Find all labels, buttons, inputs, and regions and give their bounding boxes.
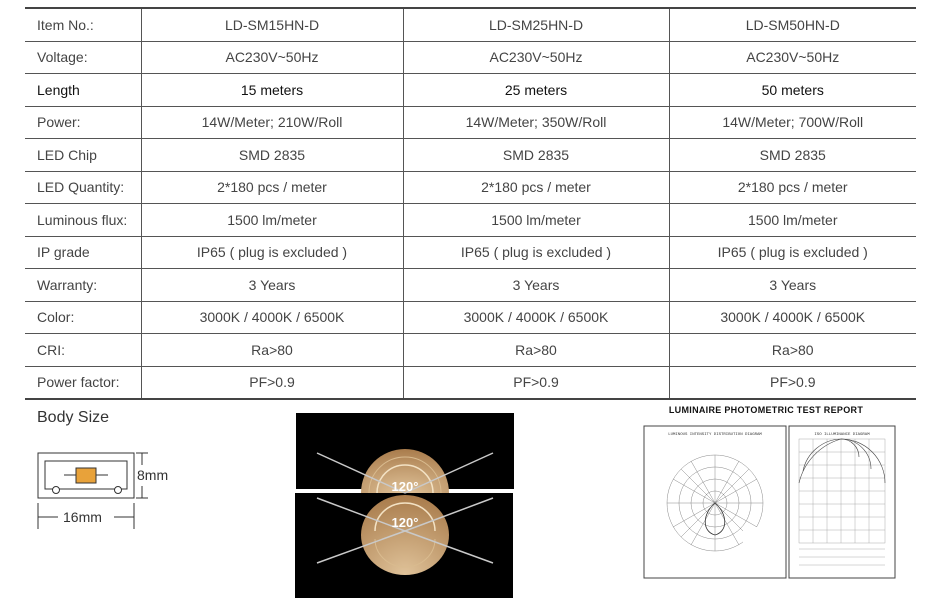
value-cell: Ra>80	[403, 334, 669, 367]
value-cell: 3 Years	[669, 269, 916, 302]
table-row	[25, 334, 916, 367]
height-label: 8mm	[137, 467, 169, 483]
beam-angle-top: 120°	[391, 479, 419, 494]
value-cell: PF>0.9	[669, 366, 916, 399]
value-cell: PF>0.9	[403, 366, 669, 399]
table-row	[25, 41, 916, 74]
model-cell: LD-SM50HN-D	[669, 8, 916, 41]
left-panel-title: LUMINOUS INTENSITY DISTRIBUTION DIAGRAM	[668, 433, 762, 437]
table-row	[25, 301, 916, 334]
value-cell: 3000K / 4000K / 6500K	[669, 301, 916, 334]
width-label: 16mm	[63, 509, 102, 525]
row-label: LED Chip	[25, 139, 141, 172]
value-cell: 2*180 pcs / meter	[403, 171, 669, 204]
value-cell: AC230V~50Hz	[141, 41, 403, 74]
row-label: Length	[25, 74, 141, 107]
value-cell: SMD 2835	[669, 139, 916, 172]
beam-angle-image	[295, 413, 515, 598]
body-size-title: Body Size	[37, 409, 110, 426]
value-cell: 14W/Meter; 210W/Roll	[141, 106, 403, 139]
body-size-diagram	[30, 443, 200, 538]
value-cell: 1500 lm/meter	[403, 204, 669, 237]
value-cell: 1500 lm/meter	[141, 204, 403, 237]
table-row	[25, 204, 916, 237]
photometric-report	[643, 423, 897, 583]
value-cell: SMD 2835	[141, 139, 403, 172]
table-row	[25, 139, 916, 172]
value-cell: 2*180 pcs / meter	[141, 171, 403, 204]
value-cell: AC230V~50Hz	[669, 41, 916, 74]
value-cell: IP65 ( plug is excluded )	[669, 236, 916, 269]
value-cell: IP65 ( plug is excluded )	[141, 236, 403, 269]
value-cell: 3000K / 4000K / 6500K	[141, 301, 403, 334]
spec-table	[25, 7, 916, 400]
table-row	[25, 269, 916, 302]
table-header-row	[25, 8, 916, 41]
value-cell: 2*180 pcs / meter	[669, 171, 916, 204]
table-row	[25, 236, 916, 269]
value-cell: Ra>80	[141, 334, 403, 367]
value-cell: AC230V~50Hz	[403, 41, 669, 74]
row-label: IP grade	[25, 236, 141, 269]
value-cell: 50 meters	[669, 74, 916, 107]
right-panel-title: ISO ILLUMINANCE DIAGRAM	[814, 433, 870, 437]
value-cell: 1500 lm/meter	[669, 204, 916, 237]
value-cell: 25 meters	[403, 74, 669, 107]
row-label: Color:	[25, 301, 141, 334]
row-label: Power:	[25, 106, 141, 139]
value-cell: 3 Years	[141, 269, 403, 302]
value-cell: IP65 ( plug is excluded )	[403, 236, 669, 269]
row-label: Item No.:	[25, 8, 141, 41]
beam-angle-bottom: 120°	[391, 515, 419, 530]
value-cell: 14W/Meter; 350W/Roll	[403, 106, 669, 139]
row-label: Power factor:	[25, 366, 141, 399]
model-cell: LD-SM15HN-D	[141, 8, 403, 41]
value-cell: SMD 2835	[403, 139, 669, 172]
value-cell: Ra>80	[669, 334, 916, 367]
row-label: Warranty:	[25, 269, 141, 302]
value-cell: 3000K / 4000K / 6500K	[403, 301, 669, 334]
value-cell: PF>0.9	[141, 366, 403, 399]
row-label: CRI:	[25, 334, 141, 367]
model-cell: LD-SM25HN-D	[403, 8, 669, 41]
report-title: LUMINAIRE PHOTOMETRIC TEST REPORT	[668, 405, 864, 415]
table-row	[25, 366, 916, 399]
value-cell: 15 meters	[141, 74, 403, 107]
value-cell: 14W/Meter; 700W/Roll	[669, 106, 916, 139]
row-label: Luminous flux:	[25, 204, 141, 237]
row-label: LED Quantity:	[25, 171, 141, 204]
row-label: Voltage:	[25, 41, 141, 74]
led-chip-icon	[76, 468, 96, 483]
table-row	[25, 106, 916, 139]
table-row	[25, 74, 916, 107]
table-row	[25, 171, 916, 204]
value-cell: 3 Years	[403, 269, 669, 302]
